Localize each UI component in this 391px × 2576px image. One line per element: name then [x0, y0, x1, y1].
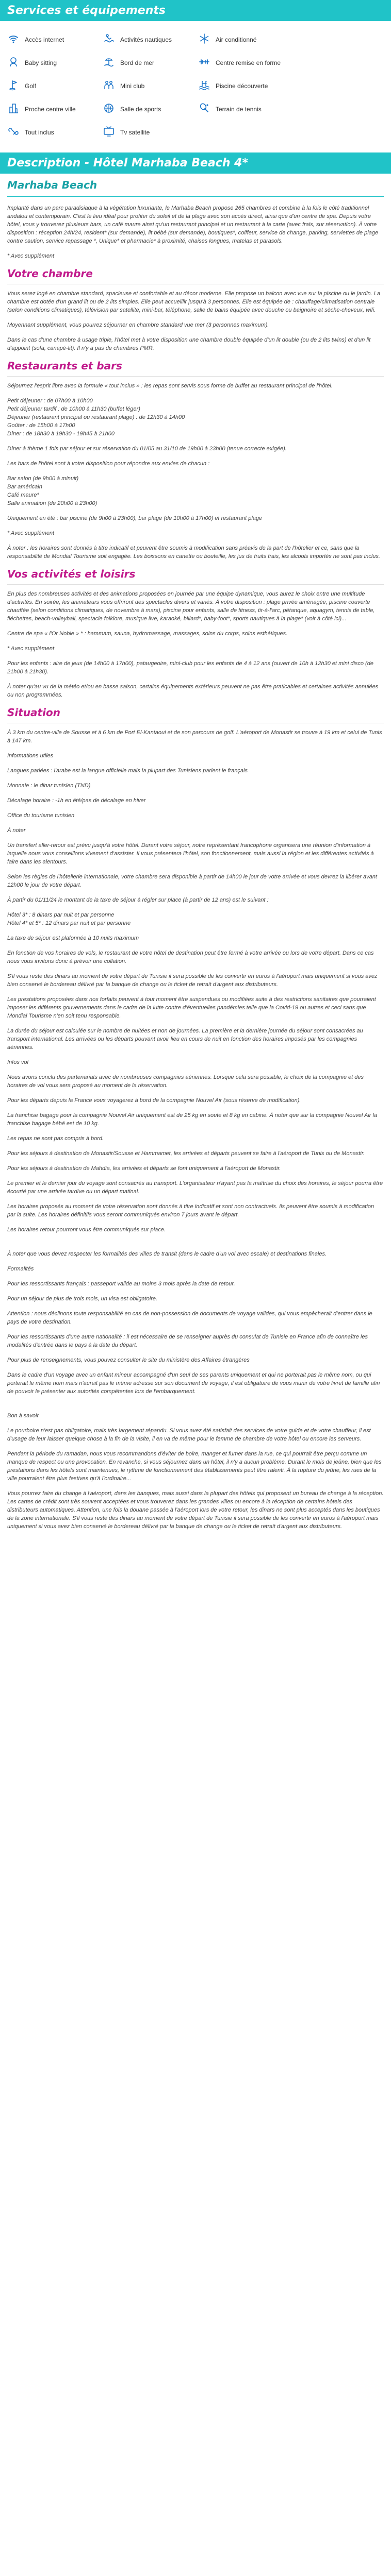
amenity-label: Accès internet	[25, 36, 64, 43]
situation-title: Situation	[7, 706, 60, 719]
amenity-label: Proche centre ville	[25, 105, 76, 113]
food-text: Dîner à thème 1 fois par séjour et sur réservation du 01/05 au 31/10 de 19h00 à 23h00 (tenue correcte exigée).	[7, 446, 287, 452]
activities-text: À noter qu'au vu de la météo et/ou en basse saison, certains équipements extérieurs peuvent ne pas être praticables et certaines activités annulées ou non programmées.	[7, 684, 379, 698]
activities-text: En plus des nombreuses activités et des animations proposées en journée par une équipe dynamique, vous aurez le choix entre une multitude d'activités. En soirée, les animateurs vous offriront des spectacles divers et variés. À votre disposition : plage privée aménagée, piscine couverte chauffée (selon conditions climatiques, de novembre à mars), piscine pour enfants, salle de fitness, tir-à-l'arc, pétanque, aquagym, tennis de table, fléchettes, beach-volleyball, spectacle folklore, musique live, karaoké, billard*, baby-foot*, sports nautiques à la plage* (voir à côté ici)...	[7, 591, 375, 622]
situation-text: Pour les séjours à destination de Mahdia, les arrivées et départs se font uniquement à l'aéroport de Monastir.	[7, 1165, 281, 1172]
situation-text: Selon les règles de l'hôtellerie internationale, votre chambre sera disponible à partir de 14h00 le jour de votre arrivée et vous devrez la libérer avant 12h00 le jour de votre départ.	[7, 874, 377, 888]
rooms-text: Dans le cas d'une chambre à usage triple, l'hôtel met à votre disposition une chambre double équipée d'un lit double (ou de 2 lits twins) et d'un lit d'appoint (sofa, canapé-lit). Il n'y a pas de chambres PMR.	[7, 337, 371, 351]
hotel-intro-note: * Avec supplément	[7, 253, 55, 259]
situation-text: Nous avons conclu des partenariats avec de nombreuses compagnies aériennes. Lorsque cela sera possible, le choix de la compagnie et des horaires de vol vous sera proposé au moment de la réservation.	[7, 1074, 364, 1089]
situation-subheading: Infos vol	[7, 1059, 28, 1065]
amenity-label: Air conditionné	[216, 36, 257, 43]
tax-list: Hôtel 3* : 8 dinars par nuit et par personne Hôtel 4* et 5* : 12 dinars par nuit et par personne	[7, 912, 131, 926]
situation-text: Attention : nous déclinons toute responsabilité en cas de non-possession de documents de voyage valides, qui vous empêcherait d'entrer dans le pays de votre destination.	[7, 1311, 372, 1325]
amenity-empty	[294, 79, 384, 93]
amenity-label: Tout inclus	[25, 128, 54, 136]
description-section	[0, 179, 391, 1531]
rooms-text: Moyennant supplément, vous pourrez séjourner en chambre standard vue mer (3 personnes maximum).	[7, 322, 269, 328]
amenity-label: Mini club	[120, 82, 145, 90]
amenity-item	[103, 56, 193, 70]
beach-icon	[103, 56, 115, 70]
amenity-item	[103, 125, 193, 139]
amenity-item	[103, 32, 193, 46]
amenity-item	[103, 102, 193, 116]
food-schedule: Petit déjeuner : de 07h00 à 10h00 Petit déjeuner tardif : de 10h00 à 11h30 (buffet léger) Déjeuner (restaurant principal ou restaurant plage) : de 12h30 à 14h00 Goûter : de 15h00 à 17h00 Dîner : de 18h30 à 19h30 - 19h45 à 21h00	[7, 398, 185, 437]
golf-icon	[7, 79, 20, 93]
situation-text: Langues parlées : l'arabe est la langue officielle mais la plupart des Tunisiens parlent le français	[7, 768, 248, 774]
amenity-item	[7, 125, 97, 139]
food-text: À noter : les horaires sont donnés à titre indicatif et peuvent être soumis à modification sans préavis de la part de l'hôtelier et ce, sans que la responsabilité de Mondial Tourisme soit engagée. Les boissons en canette ou bouteille, les jus de fruits frais, les alcools importés ne sont pas inclus.	[7, 545, 380, 560]
sports-icon	[103, 102, 115, 116]
situation-text: La franchise bagage pour la compagnie Nouvel Air uniquement est de 25 kg en soute et 8 kg en cabine. À noter que sur la compagnie Nouvel Air la franchise bagage bébé est de 10 kg.	[7, 1112, 378, 1127]
divider	[7, 584, 384, 585]
hotel-name: Marhaba Beach	[7, 179, 97, 191]
foreign-affairs-link[interactable]: Pour plus de renseignements, vous pouvez consulter le site du ministère des Affaires étrangères	[7, 1357, 250, 1363]
divider	[7, 196, 384, 197]
all-inclusive-icon	[7, 125, 20, 139]
situation-text: Les prestations proposées dans nos forfaits peuvent à tout moment être suspendues ou modifiées suite à des restrictions sanitaires que pourraient imposer les différents gouvernements dans le cadre de la lutte contre d'éventuelles pandémies telle que la Covid-19 ou autres et ceci sans que Mondial Tourisme n'en soit tenu responsable.	[7, 996, 376, 1019]
situation-subheading: Informations utiles	[7, 753, 54, 759]
situation-text: Les horaires proposés au moment de votre réservation sont donnés à titre indicatif et sont non contractuels. Ils peuvent être soumis à modification par la suite. Les horaires définitifs vous seront communiqués environ 7 jours avant le départ.	[7, 1204, 374, 1218]
amenity-item	[198, 32, 288, 46]
amenity-label: Tv satellite	[120, 128, 150, 136]
food-text: Les bars de l'hôtel sont à votre disposition pour répondre aux envies de chacun :	[7, 461, 210, 467]
snowflake-icon	[198, 32, 210, 46]
amenity-label: Bord de mer	[120, 59, 155, 66]
fitness-icon	[198, 56, 210, 70]
situation-text: Pour un séjour de plus de trois mois, un visa est obligatoire.	[7, 1296, 158, 1302]
baby-icon	[7, 56, 20, 70]
amenity-label: Golf	[25, 82, 37, 90]
tv-icon	[103, 125, 115, 139]
bars-list: Bar salon (de 9h00 à minuit) Bar américain Café maure* Salle animation (de 20h00 à 23h00)	[7, 476, 97, 506]
situation-subheading: À noter	[7, 827, 26, 834]
amenity-item	[7, 56, 97, 70]
situation-text: Pendant la période du ramadan, nous vous recommandons d'éviter de boire, manger et fumer dans la rue, ce qui pourrait être perçu comme un manque de respect ou une provocation. En revanche, si vous séjournez dans un hôtel, il n'y a aucun problème. Durant le mois de jeûne, bien que les prestations dans les hôtels sont maintenues, le rythme de fonctionnement des établissements peut être ralenti. À la rupture du jeûne, les rues de la ville pourraient être plus festives qu'à l'ordinaire...	[7, 1451, 382, 1482]
amenity-label: Terrain de tennis	[216, 105, 262, 113]
amenities-grid	[0, 21, 391, 152]
situation-text: Le premier et le dernier jour du voyage sont consacrés au transport. L'organisateur n'ayant pas la maîtrise du choix des horaires, le séjour pourra être écourté par une arrivée tardive ou un départ matinal.	[7, 1180, 383, 1195]
situation-text: Pour les ressortissants français : passeport valide au moins 3 mois après la date de retour.	[7, 1281, 235, 1287]
situation-text: Décalage horaire : -1h en été/pas de décalage en hiver	[7, 798, 146, 804]
amenity-label: Centre remise en forme	[216, 59, 281, 66]
situation-text: À noter que vous devez respecter les formalités des villes de transit (dans le cadre d'un vol avec escale) et destinations finales.	[7, 1251, 327, 1257]
tennis-icon	[198, 102, 210, 116]
situation-text: En fonction de vos horaires de vols, le restaurant de votre hôtel de destination peut être fermé à votre arrivée ou lors de votre départ. Dans ce cas nous vous invitons donc à prévoir une collation.	[7, 950, 374, 964]
hotel-intro: Implanté dans un parc paradisiaque à la végétation luxuriante, le Marhaba Beach propose 265 chambres et combine à la fois le côté traditionnel andalou et contemporain. C'est le lieu idéal pour profiter du soleil et de la plage avec son accès direct, ainsi que d'un centre de spa. Depuis votre hôtel, vous y trouverez plusieurs bars, un café maure ainsi qu'un restaurant principal et un restaurant à la carte (avec frais, sur réservation). À votre disposition : réception 24h/24, resident* (sur demande), lit bébé (sur demande), boutiques*, coiffeur, service de change, parking, serviettes de plage contre caution, service repassage *, Unique* et pharmacie* à proximité, chaises longues, matelas et parasols.	[7, 205, 379, 244]
situation-text: Le pourboire n'est pas obligatoire, mais très largement répandu. Si vous avez été satisfait des services de votre guide et de votre chauffeur, il est d'usage de leur laisser quelque chose à la fin de la visite, il en va de même pour le femme de chambre de votre hôtel ou encore les serveurs.	[7, 1428, 371, 1442]
amenity-empty	[294, 32, 384, 46]
food-text: Uniquement en été : bar piscine (de 9h00 à 23h00), bar plage (de 10h00 à 17h00) et restaurant plage	[7, 515, 263, 521]
situation-text: La taxe de séjour est plafonnée à 10 nuits maximum	[7, 935, 139, 941]
amenity-empty	[294, 125, 384, 139]
food-title: Restaurants et bars	[7, 360, 122, 372]
situation-text: Les repas ne sont pas compris à bord.	[7, 1136, 104, 1142]
situation-text: La durée du séjour est calculée sur le nombre de nuitées et non de journées. La première et la dernière journée du séjour sont consacrées au transport international. Les arrivées ou les départs pouvant avoir lieu en cours de nuit en fonction des horaires imposés par les compagnies aériennes.	[7, 1028, 363, 1050]
amenity-label: Salle de sports	[120, 105, 161, 113]
description-banner: Description - Hôtel Marhaba Beach 4*	[0, 152, 391, 174]
amenity-item	[7, 32, 97, 46]
divider	[7, 376, 384, 377]
situation-text: S'il vous reste des dinars au moment de votre départ de Tunisie il sera possible de les convertir en euros à l'aéroport mais uniquement si vous avez bien conservé le bordereau délivré par la banque de change ou le ticket de retrait d'argent aux distributeurs.	[7, 973, 378, 988]
amenity-item	[7, 79, 97, 93]
situation-subheading: Bon à savoir	[7, 1413, 39, 1419]
situation-text: Vous pourrez faire du change à l'aéroport, dans les banques, mais aussi dans la plupart des hôtels qui proposent un bureau de change à la réception. Les cartes de crédit sont très souvent acceptées et vous trouverez dans les grandes villes ou encore à la réception de certains hôtels des distributeurs automatiques. Attention, une fois la douane passée à l'aéroport lors de votre retour, les dinars ne sont plus acceptés dans les boutiques de la zone internationale. S'il vous reste des dinars au moment de votre départ de Tunisie il sera possible de les convertir en euros à l'aéroport mais uniquement si vous avez bien conservé le bordereau délivré par la banque de change ou le ticket de retrait d'argent aux distributeurs.	[7, 1490, 384, 1530]
situation-text: Dans le cadre d'un voyage avec un enfant mineur accompagné d'un seul de ses parents uniquement et qui ne porterait pas le même nom, ou qui porterait le même nom mais n'aurait pas le même adresse sur son document de voyage, il est obligatoire de vous munir de votre livret de famille afin de pouvoir le présenter aux autorités compétentes lors de l'embarquement.	[7, 1372, 380, 1395]
tourism-office-link[interactable]: Office du tourisme tunisien	[7, 812, 75, 819]
situation-text: Monnaie : le dinar tunisien (TND)	[7, 783, 91, 789]
food-note: * Avec supplément	[7, 530, 55, 536]
food-text: Séjournez l'esprit libre avec la formule « tout inclus » : les repas sont servis sous forme de buffet au restaurant principal de l'hôtel.	[7, 383, 333, 389]
amenity-item	[198, 102, 288, 116]
situation-text: Pour les ressortissants d'une autre nationalité : il est nécessaire de se renseigner auprès du consulat de Tunisie en France afin de connaître les modalités d'entrée dans le pays à la date du départ.	[7, 1334, 368, 1348]
amenity-label: Baby sitting	[25, 59, 57, 66]
amenity-empty	[294, 56, 384, 70]
situation-text: À partir du 01/11/24 le montant de la taxe de séjour à régler sur place (à partir de 12 ans) est le suivant :	[7, 897, 269, 903]
amenity-item	[198, 56, 288, 70]
situation-text: Pour les séjours à destination de Monastir/Sousse et Hammamet, les arrivées et départs peuvent se faire à l'aéroport de Tunis ou de Monastir.	[7, 1150, 365, 1157]
pool-icon	[198, 79, 210, 93]
rooms-title: Votre chambre	[7, 267, 93, 280]
amenities-banner: Services et équipements	[0, 0, 391, 21]
amenity-empty	[294, 102, 384, 116]
water-sports-icon	[103, 32, 115, 46]
situation-text: Pour les départs depuis la France vous voyagerez à bord de la compagnie Nouvel Air (sous réserve de modification).	[7, 1097, 301, 1104]
situation-text: À 3 km du centre-ville de Sousse et à 6 km de Port El-Kantaoui et de son parcours de golf. L'aéroport de Monastir se trouve à 19 km et celui de Tunis à 147 km.	[7, 730, 382, 744]
amenity-label: Activités nautiques	[120, 36, 172, 43]
situation-subheading: Formalités	[7, 1266, 34, 1272]
amenity-item	[198, 79, 288, 93]
kids-icon	[103, 79, 115, 93]
activities-text: Centre de spa « l'Or Noble » * : hammam, sauna, hydromassage, massages, soins du corps, soins esthétiques.	[7, 631, 288, 637]
situation-text: Les horaires retour pourront vous être communiqués sur place.	[7, 1227, 166, 1233]
activities-note: * Avec supplément	[7, 646, 55, 652]
wifi-icon	[7, 32, 20, 46]
amenity-empty	[198, 125, 288, 139]
amenity-item	[7, 102, 97, 116]
amenity-label: Piscine découverte	[216, 82, 268, 90]
amenity-item	[103, 79, 193, 93]
activities-title: Vos activités et loisirs	[7, 568, 136, 580]
situation-text: Un transfert aller-retour est prévu jusqu'à votre hôtel. Durant votre séjour, notre représentant francophone organisera une réunion d'information à laquelle nous vous conseillons vivement d'assister. Il vous présentera l'hôtel, son fonctionnement, mais aussi la région et les différentes activités à faire dans les alentours.	[7, 842, 374, 865]
activities-text: Pour les enfants : aire de jeux (de 14h00 à 17h00), pataugeoire, mini-club pour les enfants de 4 à 12 ans (ouvert de 10h à 12h30 et mini disco (de 21h00 à 21h30).	[7, 660, 373, 675]
city-icon	[7, 102, 20, 116]
rooms-text: Vous serez logé en chambre standard, spacieuse et confortable et au décor moderne. Elle propose un balcon avec vue sur la piscine ou le jardin. La chambre est dotée d'un grand lit ou de 2 lits simples. Elle peut accueillir jusqu'à 3 personnes. Elle est équipée de : chauffage/climatisation centrale (selon conditions climatiques), télévision par satellite, mini-bar, téléphone, salle de bains équipée avec douche ou baignoire et sèche-cheveux, wifi.	[7, 291, 380, 313]
